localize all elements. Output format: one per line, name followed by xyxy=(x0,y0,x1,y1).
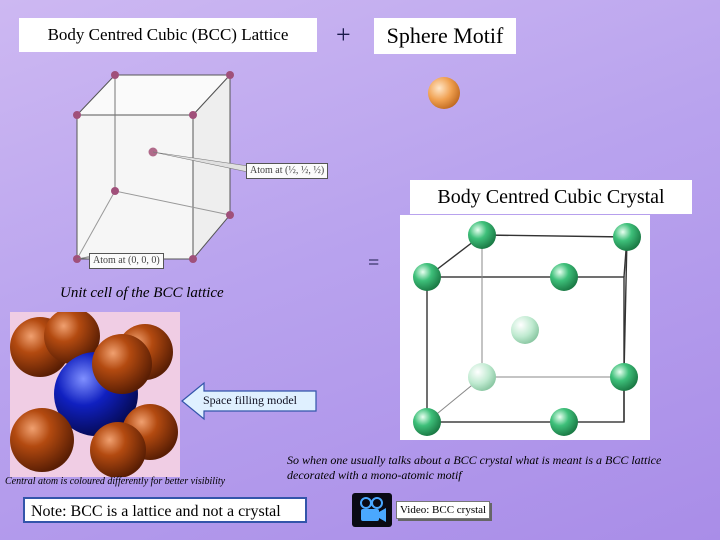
motif-sphere xyxy=(426,75,462,111)
note-box: Note: BCC is a lattice and not a crystal xyxy=(23,497,307,523)
bcc-crystal-diagram xyxy=(400,215,650,440)
bcc-lattice-diagram xyxy=(60,60,260,280)
crystal-center-sphere xyxy=(511,316,539,344)
space-filling-label: Space filling model xyxy=(203,393,297,407)
plus-sign: + xyxy=(336,20,351,49)
space-filling-caption: Central atom is coloured differently for better visibility xyxy=(5,476,226,487)
video-link[interactable]: Video: BCC crystal xyxy=(396,501,490,519)
video-camera-icon[interactable] xyxy=(352,493,392,527)
lattice-title: Body Centred Cubic (BCC) Lattice xyxy=(19,18,317,52)
equals-sign: = xyxy=(368,252,380,274)
space-filling-model xyxy=(10,312,180,477)
motif-title: Sphere Motif xyxy=(374,18,516,54)
unit-cell-caption: Unit cell of the BCC lattice xyxy=(60,285,224,301)
corner-atom-label: Atom at (0, 0, 0) xyxy=(89,253,164,269)
bcc-crystal-description: So when one usually talks about a BCC crystal what is meant is a BCC lattice decorated with a mono-atomic motif xyxy=(287,453,662,482)
center-atom-label: Atom at (½, ½, ½) xyxy=(246,163,328,179)
crystal-title: Body Centred Cubic Crystal xyxy=(410,180,692,214)
